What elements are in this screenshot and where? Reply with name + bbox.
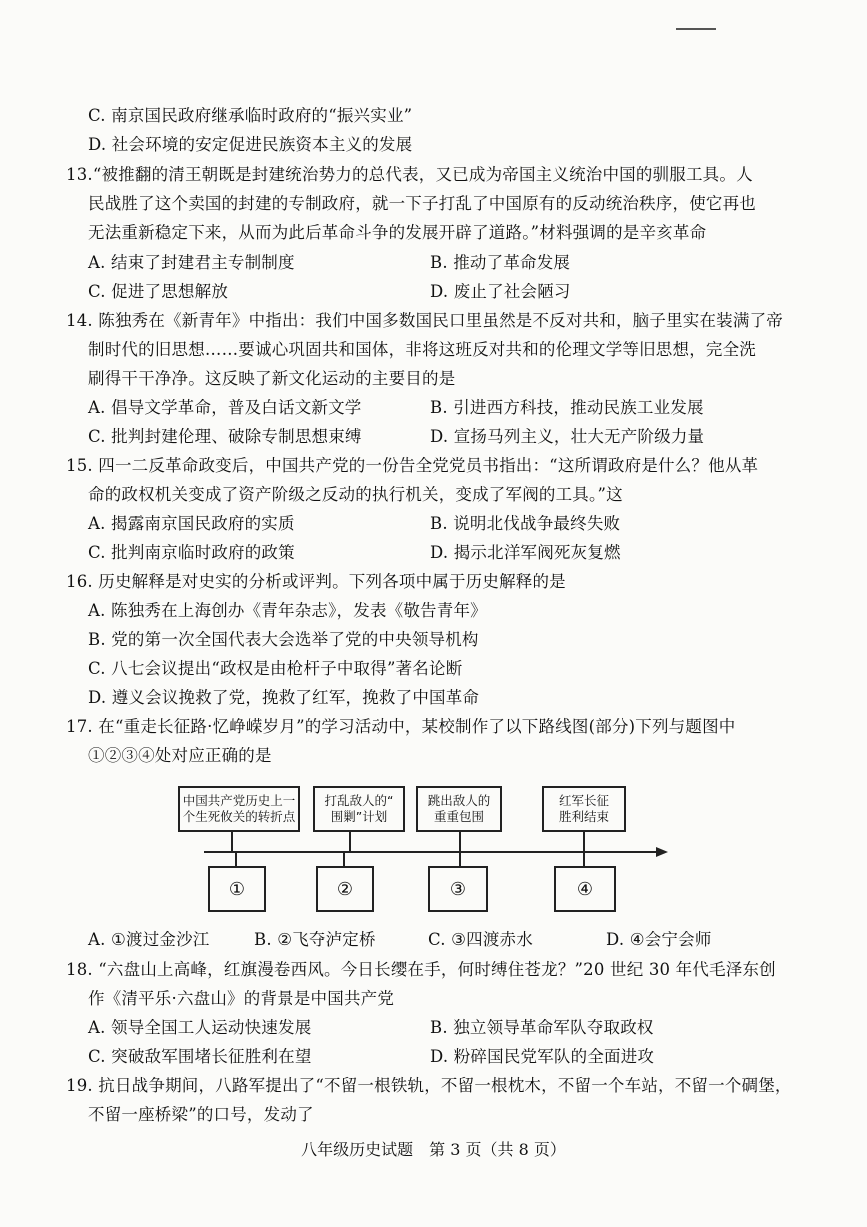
q15-option-a: A. 揭露南京国民政府的实质 <box>88 514 295 533</box>
q12-option-c: C. 南京国民政府继承临时政府的“振兴实业” <box>88 106 413 125</box>
event-box-3-line-1: 跳出敌人的 <box>427 793 491 808</box>
q18-option-b: B. 独立领导革命军队夺取政权 <box>430 1018 654 1037</box>
q13-option-d: D. 废止了社会陋习 <box>430 282 571 301</box>
q17-option-c: C. ③四渡赤水 <box>428 930 533 949</box>
blank-box-4: ④ <box>554 866 616 912</box>
q19-stem-line-2: 不留一座桥梁”的口号，发动了 <box>88 1105 314 1124</box>
q17-option-b: B. ②飞夺泸定桥 <box>254 930 376 949</box>
event-box-1 <box>178 786 300 832</box>
q16-option-c: C. 八七会议提出“政权是由枪杆子中取得”著名论断 <box>88 659 463 678</box>
q13-stem-line-1: 13.“被推翻的清王朝既是封建统治势力的总代表，又已成为帝国主义统治中国的驯服工具。人 <box>66 165 753 184</box>
q15-stem-line-2: 命的政权机关变成了资产阶级之反动的执行机关，变成了军阀的工具。”这 <box>88 485 623 504</box>
event-box-4 <box>542 786 626 832</box>
q16-option-b: B. 党的第一次全国代表大会选举了党的中央领导机构 <box>88 630 479 649</box>
q18-stem-line-2: 作《清平乐·六盘山》的背景是中国共产党 <box>88 989 395 1008</box>
event-box-4-line-1: 红军长征 <box>558 793 609 808</box>
q18-option-a: A. 领导全国工人运动快速发展 <box>88 1018 312 1037</box>
event-box-3-line-2: 重重包围 <box>433 809 484 824</box>
q14-option-b: B. 引进西方科技，推动民族工业发展 <box>430 398 704 417</box>
q14-option-a: A. 倡导文学革命，普及白话文新文学 <box>88 398 362 417</box>
q13-option-b: B. 推动了革命发展 <box>430 253 571 272</box>
q17-stem-line-2: ①②③④处对应正确的是 <box>88 746 272 765</box>
event-box-3 <box>416 786 502 832</box>
q12-option-d: D. 社会环境的安定促进民族资本主义的发展 <box>88 135 413 154</box>
q16-stem: 16. 历史解释是对史实的分析或评判。下列各项中属于历史解释的是 <box>66 572 566 591</box>
q13-option-c: C. 促进了思想解放 <box>88 282 229 301</box>
q14-stem-line-1: 14. 陈独秀在《新青年》中指出：我们中国多数国民口里虽然是不反对共和，脑子里实在装满了帝 <box>66 311 783 330</box>
q17-option-a: A. ①渡过金沙江 <box>88 930 210 949</box>
q14-stem-line-3: 刷得干干净净。这反映了新文化运动的主要目的是 <box>88 369 456 388</box>
q15-option-c: C. 批判南京临时政府的政策 <box>88 543 295 562</box>
q18-stem-line-1: 18. “六盘山上高峰，红旗漫卷西风。今日长缨在手，何时缚住苍龙？”20 世纪 30 年代毛泽东创 <box>66 960 776 979</box>
q13-option-a: A. 结束了封建君主专制制度 <box>88 253 295 272</box>
q14-option-d: D. 宣扬马列主义，壮大无产阶级力量 <box>430 427 705 446</box>
q16-option-d: D. 遵义会议挽救了党，挽救了红军，挽救了中国革命 <box>88 688 480 707</box>
q19-stem-line-1: 19. 抗日战争期间，八路军提出了“不留一根铁轨，不留一根枕木，不留一个车站，不留一个碉堡， <box>66 1076 792 1095</box>
event-box-2-line-2: 围剿”计划 <box>330 809 388 824</box>
blank-box-3: ③ <box>428 866 488 912</box>
event-box-4-line-2: 胜利结束 <box>558 809 609 824</box>
q13-stem-line-2: 民战胜了这个卖国的封建的专制政府，就一下子打乱了中国原有的反动统治秩序，使它再也 <box>88 194 756 213</box>
scan-mark <box>676 28 716 33</box>
q14-stem-line-2: 制时代的旧思想……要诚心巩固共和国体，非将这班反对共和的伦理文学等旧思想，完全洗 <box>88 340 756 359</box>
blank-box-1: ① <box>208 866 266 912</box>
timeline-arrowhead <box>656 847 668 857</box>
q13-stem-line-3: 无法重新稳定下来，从而为此后革命斗争的发展开辟了道路。”材料强调的是辛亥革命 <box>88 223 707 242</box>
q15-option-d: D. 揭示北洋军阀死灰复燃 <box>430 543 621 562</box>
q15-option-b: B. 说明北伐战争最终失败 <box>430 514 621 533</box>
q15-stem-line-1: 15. 四一二反革命政变后，中国共产党的一份告全党党员书指出：“这所谓政府是什么？他从革 <box>66 456 759 475</box>
q16-option-a: A. 陈独秀在上海创办《青年杂志》，发表《敬告青年》 <box>88 601 487 620</box>
blank-box-2: ② <box>316 866 374 912</box>
q18-option-d: D. 粉碎国民党军队的全面进攻 <box>430 1047 655 1066</box>
event-box-2 <box>313 786 405 832</box>
event-box-1-line-2: 个生死攸关的转折点 <box>182 809 296 824</box>
q18-option-c: C. 突破敌军围堵长征胜利在望 <box>88 1047 312 1066</box>
event-box-2-line-1: 打乱敌人的“ <box>324 793 394 808</box>
route-diagram <box>160 780 680 920</box>
page-footer: 八年级历史试题 第 3 页（共 8 页） <box>301 1140 566 1159</box>
q14-option-c: C. 批判封建伦理、破除专制思想束缚 <box>88 427 362 446</box>
q17-stem-line-1: 17. 在“重走长征路·忆峥嵘岁月”的学习活动中，某校制作了以下路线图(部分)下列与题图中 <box>66 717 736 736</box>
event-box-1-line-1: 中国共产党历史上一 <box>182 793 296 808</box>
q17-option-d: D. ④会宁会师 <box>606 930 712 949</box>
